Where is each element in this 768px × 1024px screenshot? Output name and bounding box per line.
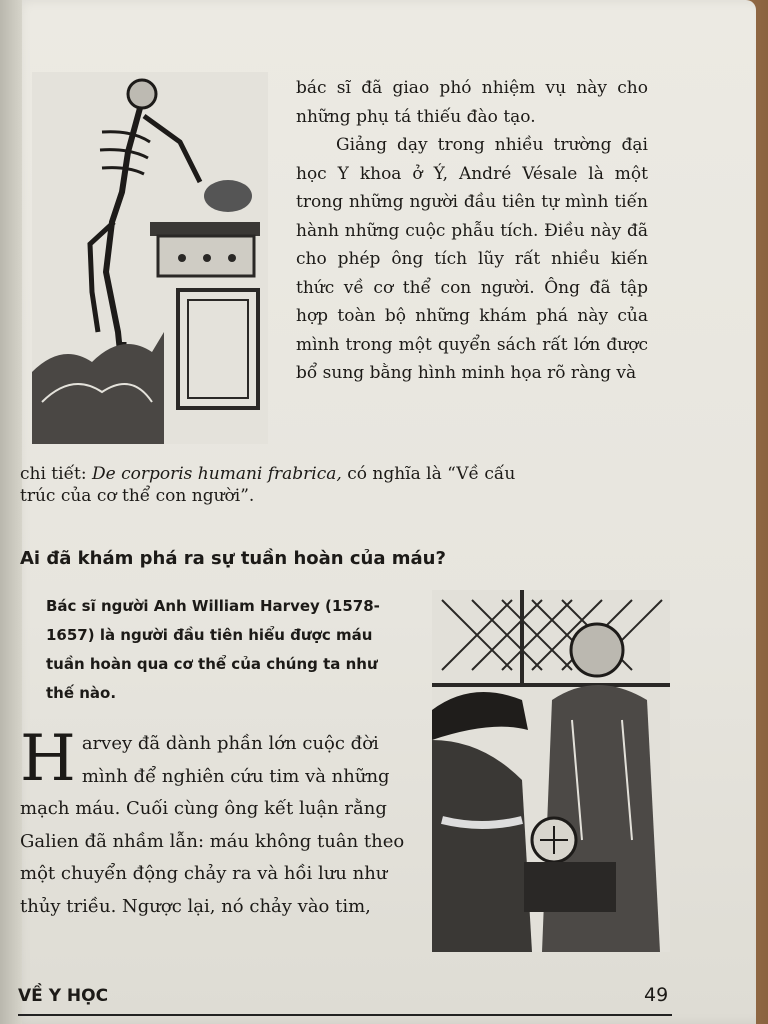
book-title-italic: De corporis humani frabrica, — [92, 464, 342, 484]
body-text: arvey đã dành phần lớn cuộc đời mình để nghiên cứu tim và những mạch máu. Cuối cùng ông kết luận rằng Galien đã nhầm lẫn: máu không tuân theo một chuyển động chảy ra và hồi lưu như thủy triều. Ngược lại, nó chảy vào tim, — [20, 733, 405, 917]
footer-divider — [18, 1014, 672, 1016]
text-segment: chi tiết: — [20, 464, 93, 484]
facing-page-edge — [0, 0, 22, 1024]
skeleton-engraving-illustration — [32, 72, 268, 444]
harvey-illustration — [432, 590, 670, 952]
full-width-line-2: trúc của cơ thể con người”. — [20, 486, 255, 506]
text-segment: có nghĩa là “Về cấu — [341, 464, 516, 484]
body-paragraph-harvey — [20, 722, 408, 923]
footer-section-title: VỀ Y HỌC — [18, 986, 109, 1006]
paragraph-vesale: Giảng dạy trong nhiều trường đại học Y khoa ở Ý, André Vésale là một trong những người đầu tiên tự mình tiến hành những cuộc phẫu tích. Điều này đã cho phép ông tích lũy rất nhiều kiến thức về cơ thể con người. Ông đã tập hợp toàn bộ những khám phá này của mình trong một quyển sách rất lớn được bổ sung bằng hình minh họa rõ ràng và — [296, 135, 648, 383]
page-number: 49 — [644, 984, 669, 1006]
lead-paragraph: Bác sĩ người Anh William Harvey (1578-1657) là người đầu tiên hiểu được máu tuần hoàn qua cơ thể của chúng ta như thế nào. — [46, 597, 380, 702]
right-column-text — [296, 74, 648, 388]
drop-cap: H — [20, 722, 76, 796]
paragraph-continued: bác sĩ đã giao phó nhiệm vụ này cho những phụ tá thiếu đào tạo. — [296, 78, 648, 127]
question-heading: Ai đã khám phá ra sự tuần hoàn của máu? — [20, 548, 446, 569]
